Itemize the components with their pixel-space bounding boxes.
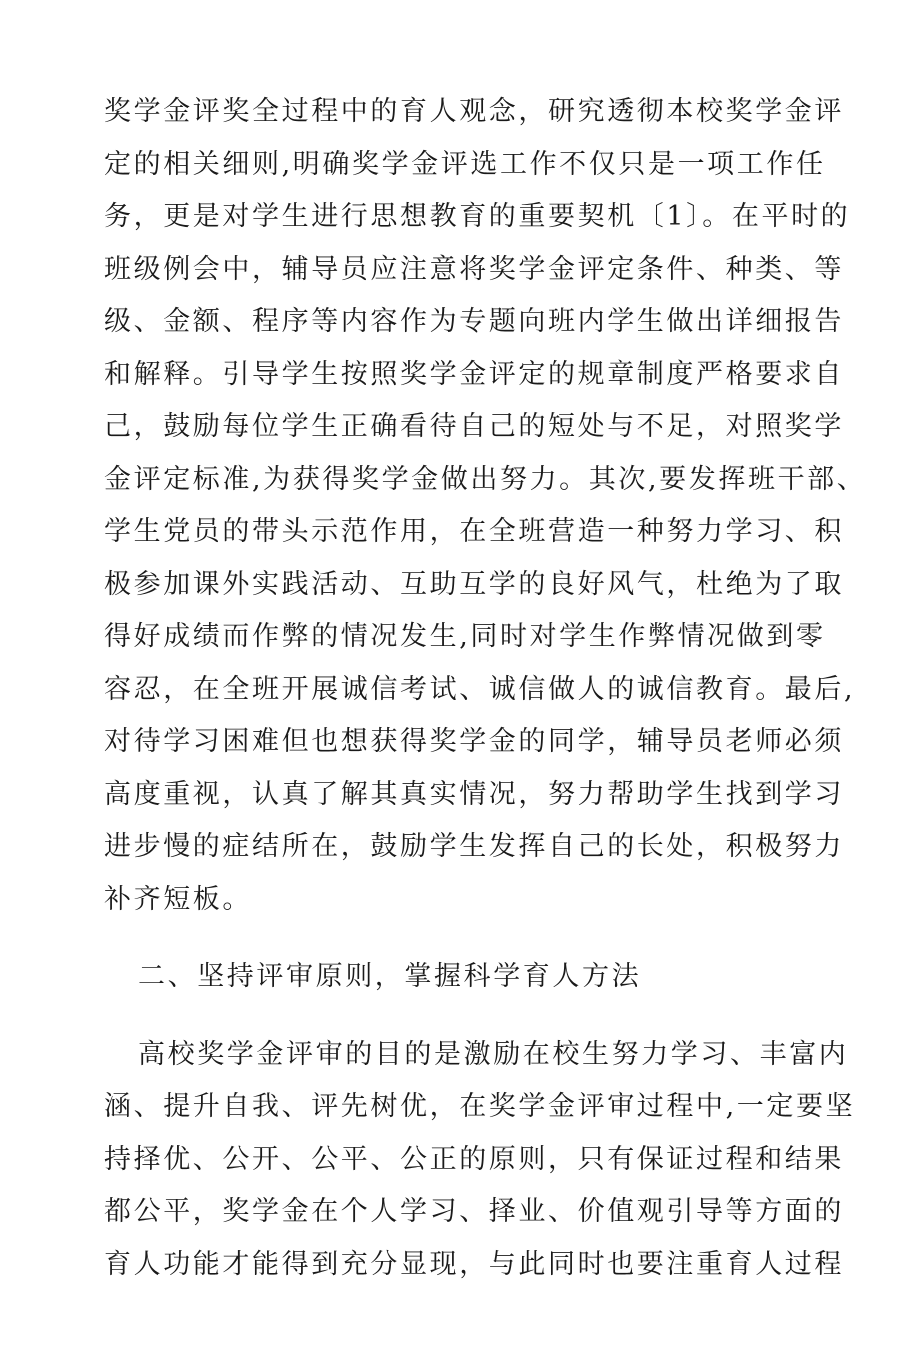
paragraph-1 xyxy=(104,86,867,926)
paragraph-line: 持择优、公开、公平、公正的原则，只有保证过程和结果 xyxy=(104,1143,844,1175)
paragraph-line: 育人功能才能得到充分显现，与此同时也要注重育人过程 xyxy=(104,1248,844,1280)
paragraph-line: 级、金额、程序等内容作为专题向班内学生做出详细报告 xyxy=(104,306,844,337)
section-heading: 二、坚持评审原则，掌握科学育人方法 xyxy=(138,961,642,992)
paragraph-line: 极参加课外实践活动、互助互学的良好风气，杜绝为了取 xyxy=(104,568,844,600)
paragraph-line: 定的相关细则,明确奖学金评选工作不仅只是一项工作任 xyxy=(104,148,826,180)
paragraph-line: 班级例会中，辅导员应注意将奖学金评定条件、种类、等 xyxy=(104,253,844,285)
paragraph-2 xyxy=(104,1029,856,1292)
spacer xyxy=(104,926,824,951)
paragraph-line: 容忍，在全班开展诚信考试、诚信做人的诚信教育。最后, xyxy=(104,673,856,705)
paragraph-line: 高校奖学金评审的目的是激励在校生努力学习、丰富内 xyxy=(138,1038,849,1070)
paragraph-line: 涵、提升自我、评先树优，在奖学金评审过程中,一定要坚 xyxy=(104,1091,856,1122)
paragraph-line: 学生党员的带头示范作用，在全班营造一种努力学习、积 xyxy=(104,516,844,547)
spacer xyxy=(104,1004,824,1029)
paragraph-line: 和解释。引导学生按照奖学金评定的规章制度严格要求自 xyxy=(104,358,844,390)
paragraph-line: 补齐短板。 xyxy=(104,883,252,915)
paragraph-line: 金评定标准,为获得奖学金做出努力。其次,要发挥班干部、 xyxy=(104,463,867,495)
paragraph-line: 进步慢的症结所在，鼓励学生发挥自己的长处，积极努力 xyxy=(104,831,844,862)
paragraph-line: 务，更是对学生进行思想教育的重要契机〔1〕。在平时的 xyxy=(104,201,851,232)
paragraph-line: 都公平，奖学金在个人学习、择业、价值观引导等方面的 xyxy=(104,1196,844,1227)
paragraph-line: 奖学金评奖全过程中的育人观念，研究透彻本校奖学金评 xyxy=(104,96,844,127)
document-page xyxy=(104,86,867,1291)
paragraph-line: 己，鼓励每位学生正确看待自己的短处与不足，对照奖学 xyxy=(104,411,844,442)
paragraph-line: 得好成绩而作弊的情况发生,同时对学生作弊情况做到零 xyxy=(104,621,826,652)
paragraph-line: 高度重视，认真了解其真实情况，努力帮助学生找到学习 xyxy=(104,778,844,810)
paragraph-line: 对待学习困难但也想获得奖学金的同学，辅导员老师必须 xyxy=(104,726,844,757)
